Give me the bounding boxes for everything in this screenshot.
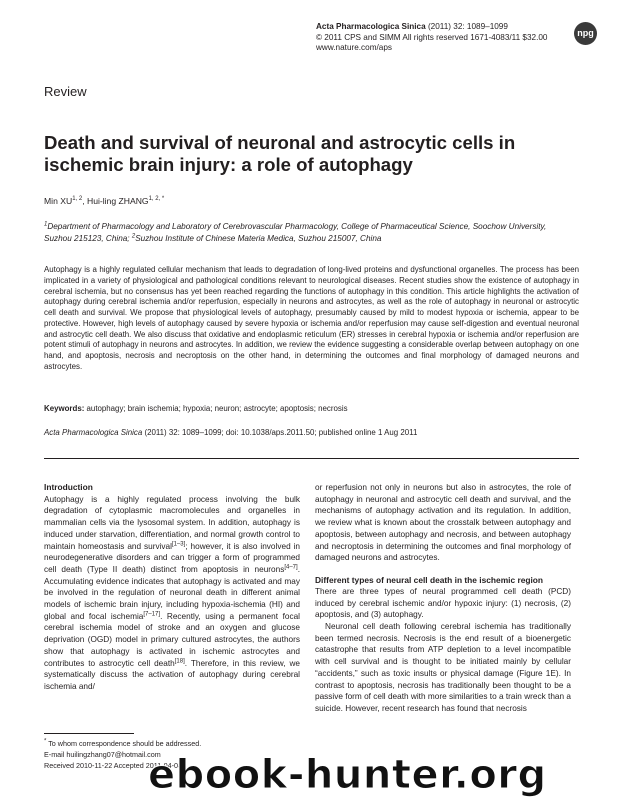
reference-marker[interactable]: [7–17] [143, 610, 161, 617]
body-text: Autophagy is a highly regulated process involving the bulk degradation of cytoplasmic macromolecules and organelles in mammalian cells via the lysosomal system. In addition, autophagy is induced under starvation, differentiation, and normal growth control to maintain homeostasis and survival [44, 494, 300, 551]
correspondence-note: To whom correspondence should be addressed. [46, 739, 202, 748]
section-divider [44, 458, 579, 459]
reference-marker[interactable]: [18] [174, 657, 185, 664]
right-column [315, 482, 571, 715]
body-text: . Accumulating evidence indicates that autophagy is activated and may be involved in the regulation of neuronal death in different animal models of ischemic brain injury, including hypoxia-ischemia (HI) and global and focal ischemia [44, 564, 300, 621]
volume-info: (2011) 32: 1089–1099 [425, 22, 508, 31]
body-text: . Therefore, in this review, we systematically discuss the activation of autophagy during cerebral ischemia and/ [44, 658, 300, 691]
body-paragraph: Neuronal cell death following cerebral ischemia has traditionally been termed necrosis. Necrosis is the end result of a bioenergetic catastrophe that results from ATP depletion to a level incompatible with cell survival and is thought to be initiated mainly by cellular “accidents,” such as toxic insults or physical damage (Figure 1E). In contrast to apoptosis, necrosis has traditionally been thought to be a passive form of cell death with more similarities to a train wreck than a suicide. However, recent research has found that necrosis [315, 622, 571, 713]
section-label: Review [44, 84, 87, 99]
keywords [44, 404, 579, 413]
left-column [44, 482, 300, 693]
citation-details: (2011) 32: 1089–1099; doi: 10.1038/aps.2011.50; published online 1 Aug 2011 [142, 428, 418, 437]
reference-marker[interactable]: [1–3] [171, 540, 186, 547]
citation-journal: Acta Pharmacologica Sinica [44, 428, 143, 437]
affiliation-marker: 1 [44, 221, 48, 228]
author-name: Hui-ling ZHANG [86, 196, 149, 206]
abstract: Autophagy is a highly regulated cellular mechanism that leads to degradation of long-lived proteins and dysfunctional organelles. The process has been implicated in a variety of physiological and pathological conditions relevant to neurological diseases. Recent studies show the existence of autophagy in cerebral ischemia, but no consensus has yet been reached regarding the functions of autophagy in this condition. This article highlights the activation of autophagy during cerebral ischemia and/or reperfusion, especially in neurons and astrocytes, as well as the role of autophagy in neuronal or astrocytic cell death and survival. We propose that physiological levels of autophagy, presumably caused by mild to modest hypoxia or ischemia, appear to be protective. However, high levels of autophagy caused by severe hypoxia or ischemia and/or reperfusion may cause self-digestion and eventual neuronal and astrocytic cell death. We also discuss that oxidative and endoplasmic reticulum (ER) stresses in cerebral hypoxia or ischemia and/or reperfusion are potent stimuli of autophagy in neurons and astrocytes. In addition, we review the evidence suggesting a considerable overlap between autophagy on one hand, and apoptosis, necrosis and necroptosis on the other hand, in determining the outcomes and final morphology of damaged neurons and astrocytes. [44, 265, 579, 371]
footnote-divider [44, 733, 134, 734]
footnote-symbol: * [44, 738, 47, 745]
author-affiliation-marker: 1, 2 [72, 196, 83, 203]
intro-heading: Introduction [44, 482, 93, 492]
intro-paragraph [44, 494, 300, 693]
author-affiliation-marker: 1, 2, * [148, 196, 165, 203]
author-name: Min XU [44, 196, 73, 206]
copyright-line: © 2011 CPS and SIMM All rights reserved 1671-4083/11 $32.00 [316, 32, 548, 42]
affiliation-marker: 2 [131, 233, 136, 240]
affiliation-text: Suzhou Institute of Chinese Materia Medica, Suzhou 215007, China [135, 234, 382, 244]
keywords-label: Keywords: [44, 404, 85, 413]
reference-marker[interactable]: [4–7] [284, 564, 298, 571]
citation [44, 428, 579, 437]
article-title: Death and survival of neuronal and astrocytic cells in ischemic brain injury: a role of autophagy [44, 132, 516, 175]
affiliations [44, 221, 564, 245]
npg-logo: npg [574, 22, 597, 45]
received-accepted-dates: Received 2010-11-22 Accepted 2011-04-08 [44, 761, 182, 771]
correspondence-email[interactable]: E-mail huilingzhang07@hotmail.com [44, 750, 161, 760]
watermark: ebook-hunter.org [148, 752, 547, 798]
authors [44, 196, 164, 206]
body-paragraph: There are three types of neural programmed cell death (PCD) induced by cerebral ischemic and/or hypoxic injury: (1) necrosis, (2) apoptosis, and (3) autophagy. [315, 586, 571, 620]
journal-name: Acta Pharmacologica Sinica [316, 22, 426, 31]
affiliation-text: Department of Pharmacology and Laboratory of Cerebrovascular Pharmacology, College of Pharmaceutical Science, Soochow University, Suzhou 215123, China; [44, 222, 547, 244]
journal-website[interactable]: www.nature.com/aps [316, 43, 392, 53]
body-paragraph: or reperfusion not only in neurons but also in astrocytes, the role of autophagy in neuronal and astrocytic cell death and survival, and the mechanisms of autophagy activation and its regulation. In addition, we review what is known about the crosstalk between autophagy and apoptosis, between autophagy and necrosis, and between autophagy and necroptosis in determining the outcomes and final morphology of damaged neurons and astrocytes. [315, 483, 571, 563]
author-separator: , [82, 196, 87, 206]
body-text: . Recently, using a permanent focal cerebral ischemia model of stroke and an oxygen and glucose deprivation (OGD) model in primary cultured astrocytes, the authors show that autophagy is activated in ischemic astrocytes and contributes to astrocytic cell death [44, 611, 300, 668]
keywords-text: autophagy; brain ischemia; hypoxia; neuron; astrocyte; apoptosis; necrosis [84, 404, 348, 413]
body-text: ; however, it is also involved in neurodegenerative disorders and can trigger a form of programmed cell death (Type II death) distinct from apoptosis in neurons [44, 541, 300, 574]
journal-header [316, 22, 547, 54]
pcd-heading: Different types of neural cell death in the ischemic region [315, 574, 544, 585]
